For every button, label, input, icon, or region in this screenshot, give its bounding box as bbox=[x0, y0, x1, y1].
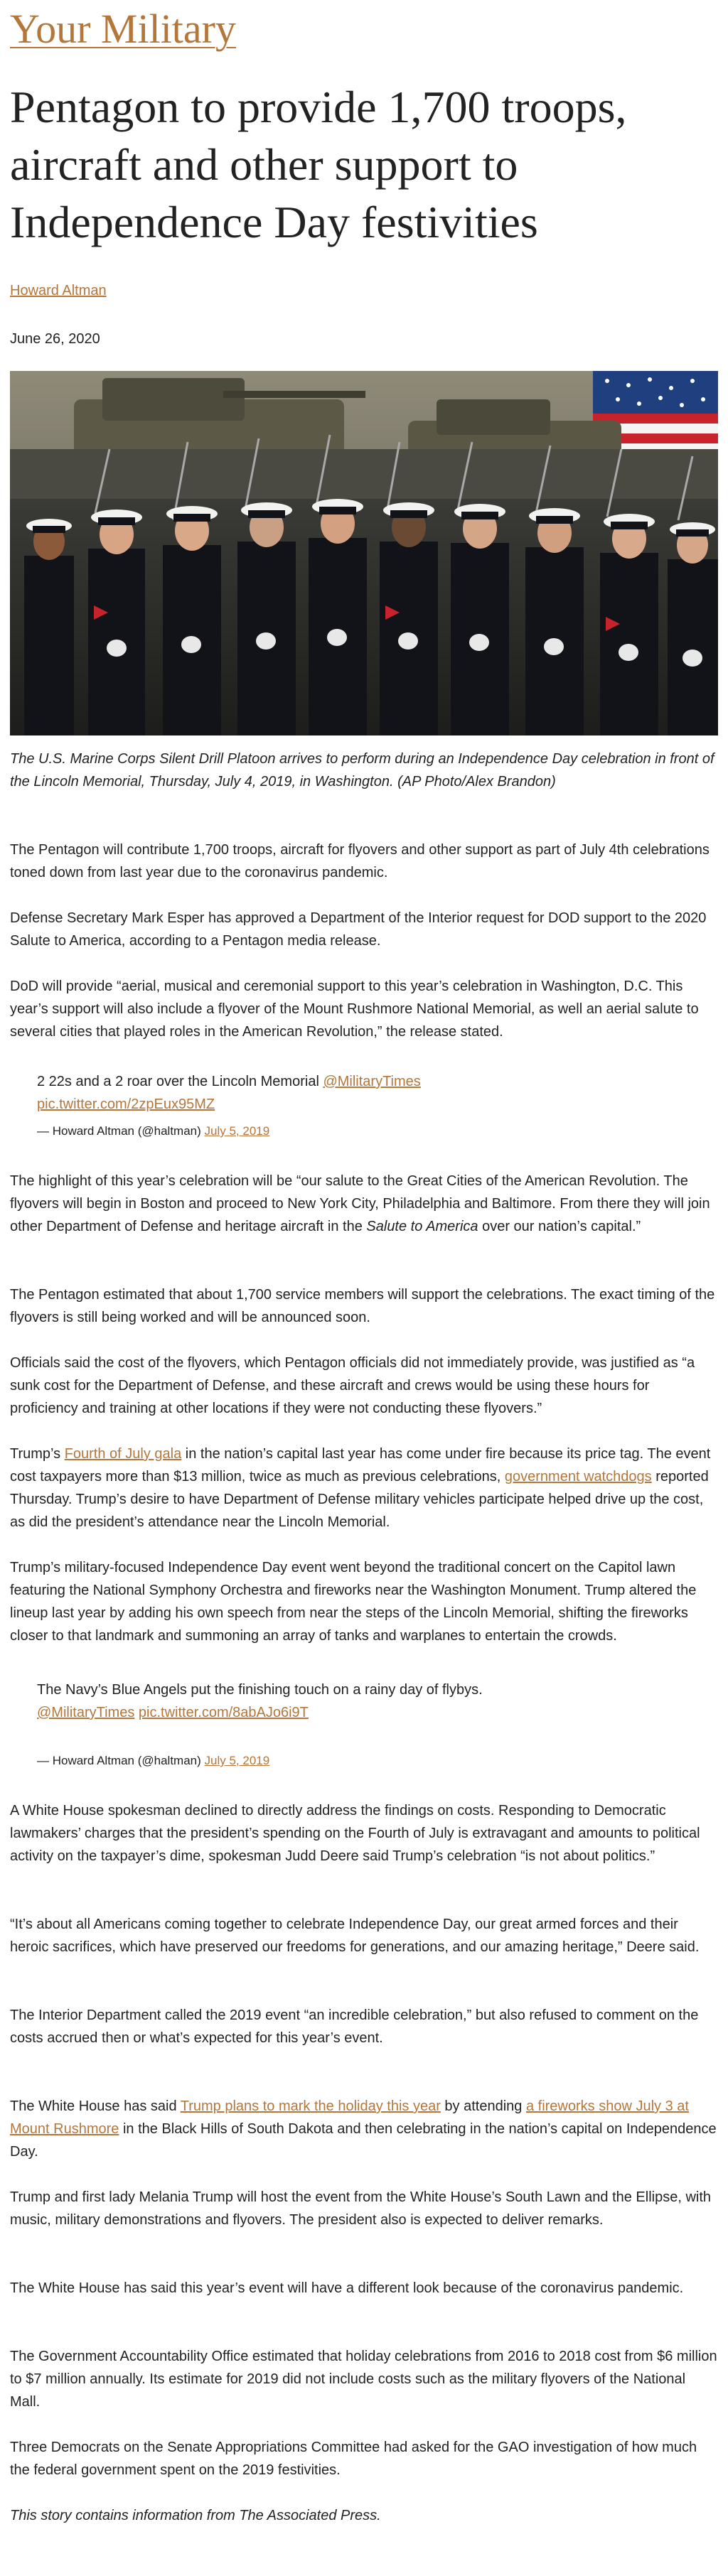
paragraph-16: Three Democrats on the Senate Appropriations Committee had asked for the GAO investigation of how much the federal government spent on the 2019 festivities. bbox=[10, 2440, 697, 2478]
paragraph-5: The Pentagon estimated that about 1,700 service members will support the celebrations. The exact timing of the flyovers is still being worked and will be announced soon. bbox=[10, 1287, 715, 1325]
paragraph-12-text-b: by attending bbox=[440, 2098, 526, 2114]
mount-rushmore-fireworks-link[interactable]: a fireworks show July 3 at Mount Rushmore bbox=[10, 2098, 689, 2137]
paragraph-17: This story contains information from The Associated Press. bbox=[10, 2508, 381, 2523]
paragraph-7-text-b: in the nation’s capital last year has come under fire because its price tag. The event cost taxpayers more than $13 million, twice as much as previous celebrations, bbox=[10, 1446, 711, 1484]
paragraph-13: Trump and first lady Melania Trump will host the event from the White House’s South Lawn and the Ellipse, with music, military demonstrations and flyovers. The president also is expected to deliver remarks. bbox=[10, 2189, 712, 2228]
paragraph-11: The Interior Department called the 2019 event “an incredible celebration,” but also refused to comment on the costs accrued then or what’s expected for this year’s event. bbox=[10, 2008, 699, 2046]
tweet-embed-2 bbox=[37, 1678, 520, 1724]
marines-photo-illustration bbox=[10, 371, 718, 735]
paragraph-9: A White House spokesman declined to directly address the findings on costs. Responding to Democratic lawmakers’ charges that the president’s spending on the Fourth of July is extravagant and amounts to political activity on the taxpayer’s dime, spokesman Judd Deere said Trump’s celebration “is not about politics.” bbox=[10, 1803, 700, 1864]
tweet-2-pic-link[interactable]: pic.twitter.com/8abAJo6i9T bbox=[138, 1705, 309, 1720]
tweet-1-handle-link[interactable]: @MilitaryTimes bbox=[323, 1074, 421, 1089]
tweet-1-pic-link[interactable]: pic.twitter.com/2zpEux95MZ bbox=[37, 1096, 215, 1112]
paragraph-12-text-a: The White House has said bbox=[10, 2098, 181, 2114]
paragraph-3: DoD will provide “aerial, musical and ceremonial support to this year’s celebration in Washington, D.C. This year’s support will also include a flyover of the Mount Rushmore National Memorial, as well an aerial salute to several cities that played roles in the American Revolution,” the release stated. bbox=[10, 979, 699, 1040]
paragraph-12-text-c: in the Black Hills of South Dakota and then celebrating in the nation’s capital on Independence Day. bbox=[10, 2121, 717, 2160]
tweet-2-text: The Navy’s Blue Angels put the finishing touch on a rainy day of flybys. bbox=[37, 1682, 483, 1698]
paragraph-6: Officials said the cost of the flyovers, which Pentagon officials did not immediately provide, was justified as “a sunk cost for the Department of Defense, and these aircraft and crews would be using these hours for proficiency and training at other locations if they were not conducting these flyovers.” bbox=[10, 1355, 695, 1416]
paragraph-2: Defense Secretary Mark Esper has approved a Department of the Interior request for DOD support to the 2020 Salute to America, according to a Pentagon media release. bbox=[10, 910, 707, 949]
publish-date: June 26, 2020 bbox=[10, 331, 100, 347]
tweet-2-author: — Howard Altman (@haltman) bbox=[37, 1754, 205, 1767]
tweet-1-author: — Howard Altman (@haltman) bbox=[37, 1124, 205, 1138]
section-link[interactable]: Your Military bbox=[10, 6, 236, 52]
tweet-2-date-link[interactable]: July 5, 2019 bbox=[204, 1754, 270, 1767]
paragraph-4-italic: Salute to America bbox=[366, 1219, 478, 1234]
tweet-1-signature bbox=[37, 1123, 269, 1140]
paragraph-4-end: over our nation’s capital.” bbox=[478, 1219, 641, 1234]
paragraph-7 bbox=[10, 1443, 718, 1534]
government-watchdogs-link[interactable]: government watchdogs bbox=[504, 1469, 652, 1484]
paragraph-7-text-c: reported Thursday. Trump’s desire to have Department of Defense military vehicles participate helped drive up the cost, as did the president’s attendance near the Lincoln Memorial. bbox=[10, 1469, 709, 1530]
paragraph-10: “It’s about all Americans coming together to celebrate Independence Day, our great armed forces and their heroic sacrifices, which have preserved our freedoms for generations, and our amazing heritage,” Deere said. bbox=[10, 1917, 700, 1955]
tweet-1-text: 2 22s and a 2 roar over the Lincoln Memorial bbox=[37, 1074, 323, 1089]
paragraph-8: Trump’s military-focused Independence Day event went beyond the traditional concert on the Capitol lawn featuring the National Symphony Orchestra and fireworks near the Washington Monument. Trump altered the lineup last year by adding his own speech from near the steps of the Lincoln Memorial, shifting the fireworks closer to that landmark and summoning an array of tanks and warplanes to entertain the crowds. bbox=[10, 1560, 697, 1644]
paragraph-7-text-a: Trump’s bbox=[10, 1446, 65, 1462]
photo-caption: The U.S. Marine Corps Silent Drill Platoon arrives to perform during an Independence Day celebration in front of the Lincoln Memorial, Thursday, July 4, 2019, in Washington. (AP Photo/Alex Brandon) bbox=[10, 751, 714, 789]
trump-holiday-plans-link[interactable]: Trump plans to mark the holiday this year bbox=[180, 2098, 441, 2114]
fourth-of-july-gala-link[interactable]: Fourth of July gala bbox=[64, 1446, 182, 1462]
author-link[interactable]: Howard Altman bbox=[10, 283, 107, 298]
tweet-1-date-link[interactable]: July 5, 2019 bbox=[204, 1124, 270, 1138]
paragraph-12 bbox=[10, 2095, 718, 2163]
paragraph-4-text: The highlight of this year’s celebration will be “our salute to the Great Cities of the American Revolution. The flyovers will begin in Boston and proceed to New York City, Philadelphia and Baltimore. From there they will join other Department of Defense and heritage aircraft in the bbox=[10, 1173, 710, 1234]
tweet-embed-1 bbox=[37, 1070, 520, 1116]
paragraph-4 bbox=[10, 1170, 718, 1238]
article-headline: Pentagon to provide 1,700 troops, aircraft and other support to Independence Day festivities bbox=[10, 82, 627, 247]
tweet-2-signature bbox=[37, 1752, 269, 1769]
hero-photo bbox=[10, 371, 718, 735]
paragraph-15: The Government Accountability Office estimated that holiday celebrations from 2016 to 2018 cost from $6 million to $7 million annually. Its estimate for 2019 did not include costs such as the military flyovers of the National Mall. bbox=[10, 2349, 717, 2410]
tweet-2-handle-link[interactable]: @MilitaryTimes bbox=[37, 1705, 135, 1720]
paragraph-1: The Pentagon will contribute 1,700 troops, aircraft for flyovers and other support as part of July 4th celebrations toned down from last year due to the coronavirus pandemic. bbox=[10, 842, 710, 880]
paragraph-14: The White House has said this year’s event will have a different look because of the coronavirus pandemic. bbox=[10, 2280, 684, 2296]
